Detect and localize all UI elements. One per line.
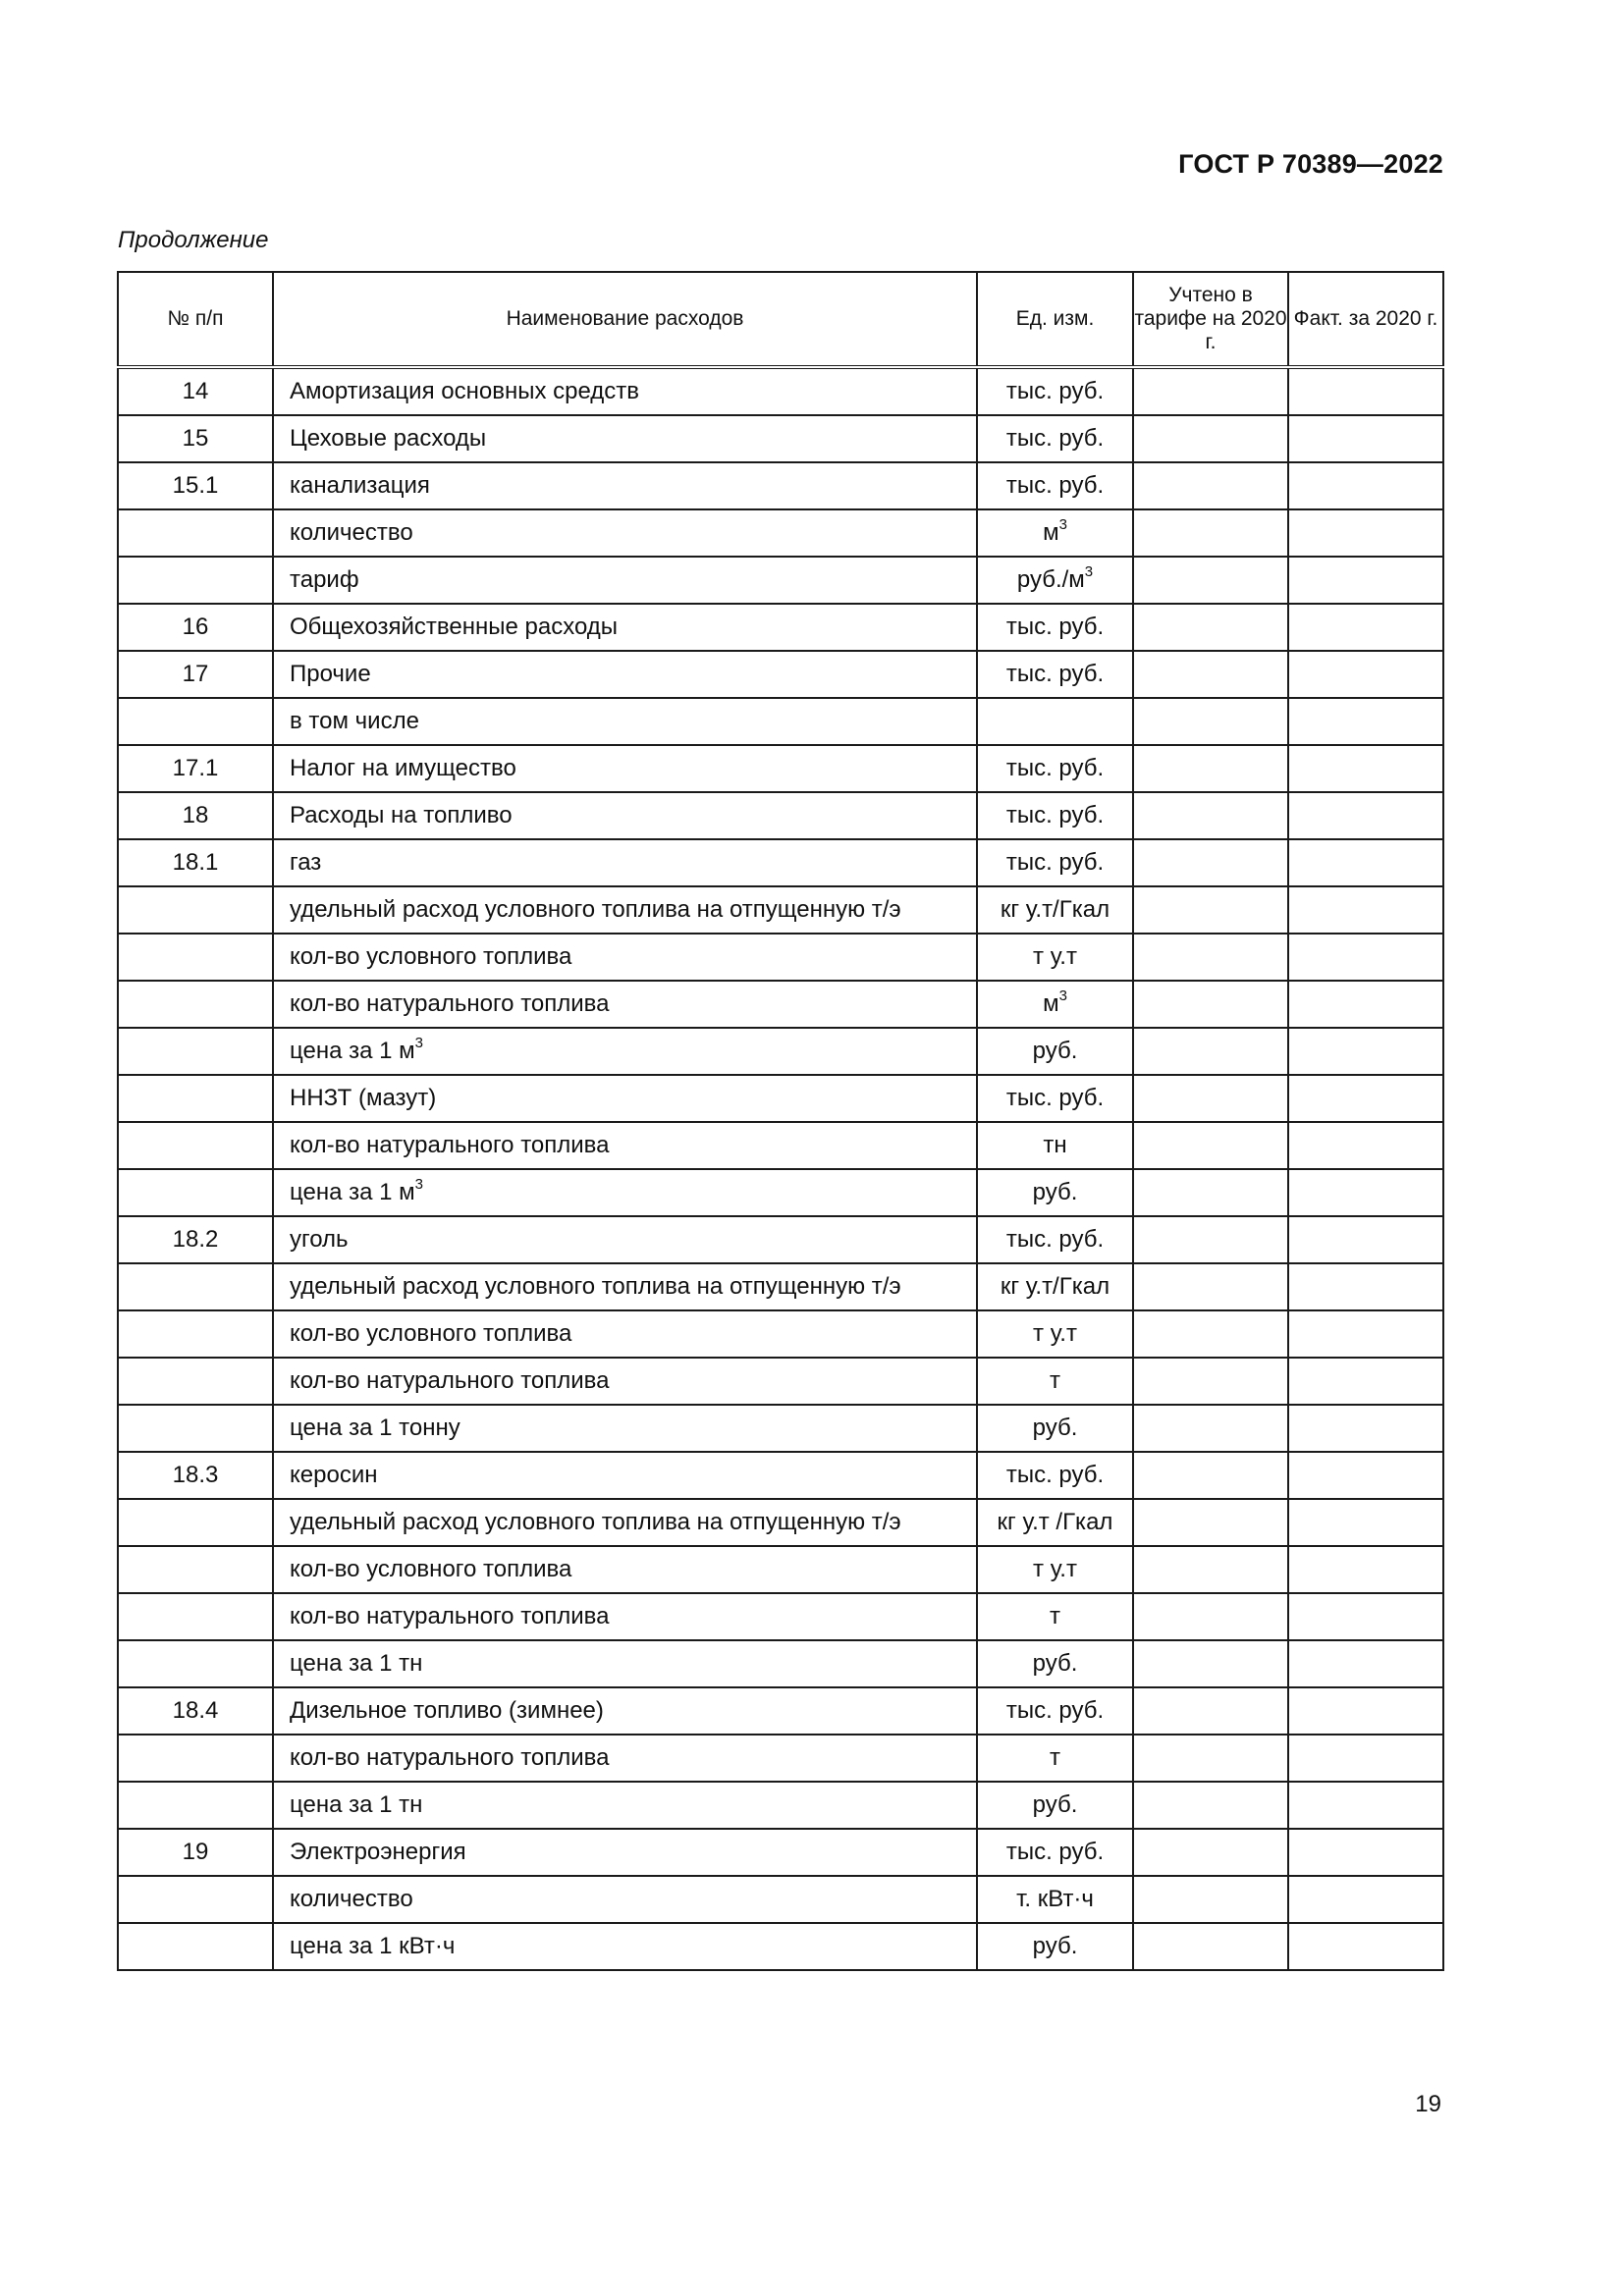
unit-cell — [977, 509, 1133, 557]
planned-2020-cell — [1133, 1640, 1288, 1687]
expense-name-cell-text: ННЗТ (мазут) — [290, 1085, 437, 1111]
expense-name-cell-text: канализация — [290, 472, 430, 499]
actual-2020-cell — [1288, 1829, 1443, 1876]
row-number-cell — [118, 1075, 273, 1122]
expense-name-cell-text: тариф — [290, 566, 359, 593]
table-row — [118, 886, 1443, 934]
expense-name-cell-text: уголь — [290, 1226, 349, 1253]
expense-name-cell-text: количество — [290, 1886, 413, 1912]
planned-2020-cell — [1133, 839, 1288, 886]
actual-2020-cell — [1288, 1923, 1443, 1970]
unit-cell-text: т — [1050, 1603, 1060, 1629]
row-number-cell — [118, 1923, 273, 1970]
table-row — [118, 1923, 1443, 1970]
table-row — [118, 367, 1443, 415]
planned-2020-cell — [1133, 1310, 1288, 1358]
table-row — [118, 1593, 1443, 1640]
expense-name-cell — [273, 1735, 977, 1782]
expense-name-cell-text: удельный расход условного топлива на отпущенную т/э — [290, 1509, 901, 1535]
row-number-cell — [118, 415, 273, 462]
expense-name-cell — [273, 1405, 977, 1452]
unit-cell-text: руб. — [1032, 1791, 1078, 1818]
actual-2020-cell — [1288, 1263, 1443, 1310]
unit-cell-text: тыс. руб. — [1005, 1839, 1105, 1865]
unit-cell-text: т у.т — [1033, 1320, 1077, 1347]
planned-2020-cell — [1133, 509, 1288, 557]
planned-2020-cell — [1133, 1923, 1288, 1970]
planned-2020-cell — [1133, 698, 1288, 745]
table-row — [118, 1452, 1443, 1499]
planned-2020-cell — [1133, 1075, 1288, 1122]
row-number-cell — [118, 1028, 273, 1075]
unit-cell-text: м — [1043, 519, 1059, 546]
table-row — [118, 1216, 1443, 1263]
table-row — [118, 981, 1443, 1028]
actual-2020-cell — [1288, 1876, 1443, 1923]
unit-cell-text: т. кВт·ч — [1016, 1886, 1094, 1912]
planned-2020-cell — [1133, 1169, 1288, 1216]
table-row — [118, 1735, 1443, 1782]
row-number-cell — [118, 1169, 273, 1216]
table-row — [118, 1169, 1443, 1216]
row-number-cell — [118, 792, 273, 839]
actual-2020-cell — [1288, 651, 1443, 698]
table-row — [118, 1028, 1443, 1075]
unit-cell — [977, 1593, 1133, 1640]
unit-cell-text: тыс. руб. — [1005, 849, 1105, 876]
row-number-cell-text: 16 — [182, 614, 209, 640]
column-header-expense-name: Наименование расходов — [273, 272, 977, 367]
unit-cell-text: т — [1050, 1367, 1060, 1394]
expense-name-cell — [273, 1263, 977, 1310]
expense-name-cell — [273, 934, 977, 981]
row-number-cell — [118, 981, 273, 1028]
expense-name-cell-text: Общехозяйственные расходы — [290, 614, 619, 640]
unit-cell — [977, 1169, 1133, 1216]
expense-name-cell — [273, 839, 977, 886]
row-number-cell — [118, 934, 273, 981]
row-number-cell — [118, 1358, 273, 1405]
expense-name-cell-text: цена за 1 тн — [290, 1650, 423, 1677]
planned-2020-cell — [1133, 367, 1288, 415]
row-number-cell — [118, 1405, 273, 1452]
expense-name-cell — [273, 1310, 977, 1358]
row-number-cell-text: 18.1 — [172, 849, 219, 876]
expense-name-cell-text: керосин — [290, 1462, 378, 1488]
expense-name-cell — [273, 1452, 977, 1499]
unit-cell — [977, 557, 1133, 604]
table-row — [118, 934, 1443, 981]
actual-2020-cell — [1288, 1169, 1443, 1216]
expense-name-cell-text: Расходы на топливо — [290, 802, 513, 828]
document-standard-code: ГОСТ Р 70389—2022 — [1178, 149, 1443, 179]
row-number-cell — [118, 1452, 273, 1499]
row-number-cell — [118, 1263, 273, 1310]
unit-cell-text: т у.т — [1033, 943, 1077, 970]
expense-name-cell — [273, 1028, 977, 1075]
row-number-cell — [118, 1310, 273, 1358]
table-row — [118, 1876, 1443, 1923]
row-number-cell — [118, 1546, 273, 1593]
expense-name-cell-text: Амортизация основных средств — [290, 378, 640, 404]
expense-name-cell — [273, 1829, 977, 1876]
planned-2020-cell — [1133, 1593, 1288, 1640]
expense-name-cell — [273, 1075, 977, 1122]
actual-2020-cell — [1288, 557, 1443, 604]
actual-2020-cell — [1288, 1499, 1443, 1546]
unit-cell — [977, 1499, 1133, 1546]
actual-2020-cell — [1288, 509, 1443, 557]
unit-cell-text: руб. — [1032, 1933, 1078, 1959]
actual-2020-cell — [1288, 462, 1443, 509]
row-number-cell — [118, 1216, 273, 1263]
planned-2020-cell — [1133, 981, 1288, 1028]
planned-2020-cell — [1133, 1405, 1288, 1452]
actual-2020-cell — [1288, 604, 1443, 651]
unit-cell — [977, 1735, 1133, 1782]
unit-cell — [977, 934, 1133, 981]
actual-2020-cell — [1288, 839, 1443, 886]
unit-cell-text: руб. — [1032, 1179, 1078, 1205]
unit-cell-text: тыс. руб. — [1005, 378, 1105, 404]
unit-cell — [977, 1405, 1133, 1452]
unit-cell-text: тн — [1043, 1132, 1067, 1158]
unit-cell-text: т — [1050, 1744, 1060, 1771]
unit-cell-text: тыс. руб. — [1005, 755, 1105, 781]
unit-cell — [977, 792, 1133, 839]
planned-2020-cell — [1133, 651, 1288, 698]
unit-cell-superscript: 3 — [1058, 516, 1067, 533]
unit-cell — [977, 462, 1133, 509]
table-row — [118, 1687, 1443, 1735]
column-header-actual-2020: Факт. за 2020 г. — [1288, 272, 1443, 367]
unit-cell-text: кг у.т /Гкал — [997, 1509, 1113, 1535]
table-row — [118, 415, 1443, 462]
planned-2020-cell — [1133, 1452, 1288, 1499]
actual-2020-cell — [1288, 367, 1443, 415]
row-number-cell-text: 19 — [182, 1839, 209, 1865]
actual-2020-cell — [1288, 1122, 1443, 1169]
unit-cell — [977, 886, 1133, 934]
unit-cell — [977, 1028, 1133, 1075]
expense-name-cell — [273, 1593, 977, 1640]
row-number-cell — [118, 462, 273, 509]
unit-cell — [977, 1452, 1133, 1499]
table-header-row — [118, 272, 1443, 367]
planned-2020-cell — [1133, 1263, 1288, 1310]
actual-2020-cell — [1288, 1546, 1443, 1593]
unit-cell-text: руб./м — [1016, 566, 1085, 593]
planned-2020-cell — [1133, 1028, 1288, 1075]
expense-name-cell-text: цена за 1 м — [290, 1038, 415, 1064]
unit-cell-text: тыс. руб. — [1005, 472, 1105, 499]
row-number-cell — [118, 509, 273, 557]
row-number-cell — [118, 1122, 273, 1169]
unit-cell-superscript: 3 — [1058, 988, 1067, 1004]
expense-name-cell — [273, 1216, 977, 1263]
table-row — [118, 1310, 1443, 1358]
column-header-unit: Ед. изм. — [977, 272, 1133, 367]
unit-cell — [977, 839, 1133, 886]
expense-name-cell — [273, 1358, 977, 1405]
actual-2020-cell — [1288, 1358, 1443, 1405]
row-number-cell — [118, 886, 273, 934]
unit-cell — [977, 415, 1133, 462]
unit-cell-text: тыс. руб. — [1005, 1085, 1105, 1111]
unit-cell — [977, 1640, 1133, 1687]
unit-cell — [977, 1358, 1133, 1405]
unit-cell-text: кг у.т/Гкал — [1000, 1273, 1110, 1300]
row-number-cell — [118, 1829, 273, 1876]
table-row — [118, 462, 1443, 509]
planned-2020-cell — [1133, 886, 1288, 934]
expense-name-cell-text: кол-во натурального топлива — [290, 1744, 610, 1771]
actual-2020-cell — [1288, 1782, 1443, 1829]
row-number-cell-text: 15.1 — [172, 472, 219, 499]
expense-name-cell — [273, 1122, 977, 1169]
unit-cell-text: руб. — [1032, 1415, 1078, 1441]
row-number-cell — [118, 745, 273, 792]
actual-2020-cell — [1288, 934, 1443, 981]
table-row — [118, 1499, 1443, 1546]
unit-cell — [977, 1687, 1133, 1735]
expense-name-cell-superscript: 3 — [414, 1035, 423, 1051]
actual-2020-cell — [1288, 792, 1443, 839]
planned-2020-cell — [1133, 604, 1288, 651]
unit-cell — [977, 1782, 1133, 1829]
planned-2020-cell — [1133, 1782, 1288, 1829]
row-number-cell — [118, 1593, 273, 1640]
page-number: 19 — [1415, 2091, 1441, 2117]
table-row — [118, 1546, 1443, 1593]
planned-2020-cell — [1133, 1122, 1288, 1169]
expense-name-cell-text: кол-во условного топлива — [290, 943, 572, 970]
actual-2020-cell — [1288, 1640, 1443, 1687]
row-number-cell-text: 17.1 — [172, 755, 219, 781]
row-number-cell-text: 18.4 — [172, 1697, 219, 1724]
unit-cell — [977, 698, 1133, 745]
expense-name-cell — [273, 651, 977, 698]
expense-name-cell — [273, 1923, 977, 1970]
row-number-cell — [118, 1876, 273, 1923]
row-number-cell-text: 14 — [182, 378, 209, 404]
row-number-cell — [118, 1499, 273, 1546]
actual-2020-cell — [1288, 1310, 1443, 1358]
row-number-cell — [118, 367, 273, 415]
actual-2020-cell — [1288, 1216, 1443, 1263]
table-row — [118, 698, 1443, 745]
unit-cell — [977, 1075, 1133, 1122]
actual-2020-cell — [1288, 981, 1443, 1028]
table-row — [118, 839, 1443, 886]
table-row — [118, 1263, 1443, 1310]
expense-name-cell-superscript: 3 — [414, 1176, 423, 1193]
expense-name-cell-text: Прочие — [290, 661, 371, 687]
unit-cell — [977, 981, 1133, 1028]
unit-cell — [977, 1923, 1133, 1970]
row-number-cell — [118, 1687, 273, 1735]
actual-2020-cell — [1288, 1593, 1443, 1640]
actual-2020-cell — [1288, 1687, 1443, 1735]
unit-cell — [977, 1546, 1133, 1593]
expense-name-cell — [273, 415, 977, 462]
expense-name-cell-text: цена за 1 тонну — [290, 1415, 460, 1441]
continuation-label: Продолжение — [118, 227, 269, 253]
planned-2020-cell — [1133, 934, 1288, 981]
actual-2020-cell — [1288, 1075, 1443, 1122]
planned-2020-cell — [1133, 1499, 1288, 1546]
table-row — [118, 1782, 1443, 1829]
row-number-cell — [118, 698, 273, 745]
unit-cell — [977, 1829, 1133, 1876]
actual-2020-cell — [1288, 698, 1443, 745]
actual-2020-cell — [1288, 1028, 1443, 1075]
table-row — [118, 1405, 1443, 1452]
planned-2020-cell — [1133, 745, 1288, 792]
unit-cell-text: тыс. руб. — [1005, 1697, 1105, 1724]
row-number-cell-text: 18.3 — [172, 1462, 219, 1488]
unit-cell-superscript: 3 — [1084, 563, 1094, 580]
planned-2020-cell — [1133, 415, 1288, 462]
table-row — [118, 651, 1443, 698]
row-number-cell — [118, 1640, 273, 1687]
expense-name-cell — [273, 1782, 977, 1829]
row-number-cell — [118, 1735, 273, 1782]
planned-2020-cell — [1133, 1829, 1288, 1876]
row-number-cell — [118, 839, 273, 886]
column-header-number: № п/п — [118, 272, 273, 367]
planned-2020-cell — [1133, 1687, 1288, 1735]
planned-2020-cell — [1133, 462, 1288, 509]
unit-cell-text: тыс. руб. — [1005, 661, 1105, 687]
unit-cell — [977, 745, 1133, 792]
table-row — [118, 604, 1443, 651]
unit-cell-text: руб. — [1032, 1650, 1078, 1677]
table-row — [118, 557, 1443, 604]
expense-name-cell-text: удельный расход условного топлива на отпущенную т/э — [290, 896, 901, 923]
expense-name-cell — [273, 698, 977, 745]
expense-name-cell — [273, 745, 977, 792]
unit-cell-text: тыс. руб. — [1005, 1226, 1105, 1253]
unit-cell-text: тыс. руб. — [1005, 614, 1105, 640]
unit-cell-text: кг у.т/Гкал — [1000, 896, 1110, 923]
expense-name-cell — [273, 981, 977, 1028]
actual-2020-cell — [1288, 1452, 1443, 1499]
actual-2020-cell — [1288, 1735, 1443, 1782]
expenses-table — [117, 271, 1444, 1971]
column-header-planned-2020: Учтено в тарифе на 2020 г. — [1133, 272, 1288, 367]
expense-name-cell-text: Дизельное топливо (зимнее) — [290, 1697, 604, 1724]
planned-2020-cell — [1133, 1216, 1288, 1263]
expense-name-cell-text: Электроэнергия — [290, 1839, 466, 1865]
expense-name-cell-text: кол-во натурального топлива — [290, 1132, 610, 1158]
row-number-cell — [118, 604, 273, 651]
unit-cell-text: м — [1043, 990, 1059, 1017]
unit-cell-text: т у.т — [1033, 1556, 1077, 1582]
expense-name-cell — [273, 792, 977, 839]
expense-name-cell — [273, 509, 977, 557]
expense-name-cell-text: Налог на имущество — [290, 755, 516, 781]
expense-name-cell — [273, 604, 977, 651]
expense-name-cell — [273, 1640, 977, 1687]
actual-2020-cell — [1288, 415, 1443, 462]
row-number-cell-text: 18 — [182, 802, 209, 828]
expense-name-cell-text: цена за 1 тн — [290, 1791, 423, 1818]
expense-name-cell-text: кол-во условного топлива — [290, 1556, 572, 1582]
unit-cell-text: тыс. руб. — [1005, 1462, 1105, 1488]
expense-name-cell — [273, 1169, 977, 1216]
actual-2020-cell — [1288, 745, 1443, 792]
row-number-cell-text: 17 — [182, 661, 209, 687]
expense-name-cell — [273, 1687, 977, 1735]
unit-cell — [977, 651, 1133, 698]
expense-name-cell-text: количество — [290, 519, 413, 546]
expense-name-cell-text: Цеховые расходы — [290, 425, 487, 452]
expense-name-cell-text: цена за 1 кВт·ч — [290, 1933, 456, 1959]
actual-2020-cell — [1288, 1405, 1443, 1452]
row-number-cell — [118, 1782, 273, 1829]
table-row — [118, 1358, 1443, 1405]
expense-name-cell — [273, 1546, 977, 1593]
expense-name-cell-text: кол-во натурального топлива — [290, 990, 610, 1017]
planned-2020-cell — [1133, 1876, 1288, 1923]
table-row — [118, 1122, 1443, 1169]
planned-2020-cell — [1133, 792, 1288, 839]
expense-name-cell-text: кол-во натурального топлива — [290, 1367, 610, 1394]
planned-2020-cell — [1133, 1546, 1288, 1593]
unit-cell — [977, 1310, 1133, 1358]
unit-cell — [977, 1122, 1133, 1169]
expense-name-cell-text: в том числе — [290, 708, 419, 734]
unit-cell-text: тыс. руб. — [1005, 425, 1105, 452]
unit-cell — [977, 604, 1133, 651]
table-body — [118, 367, 1443, 1970]
unit-cell-text: руб. — [1032, 1038, 1078, 1064]
expense-name-cell — [273, 1876, 977, 1923]
row-number-cell-text: 15 — [182, 425, 209, 452]
expense-name-cell-text: газ — [290, 849, 322, 876]
table-row — [118, 745, 1443, 792]
expense-name-cell — [273, 462, 977, 509]
expense-name-cell-text: цена за 1 м — [290, 1179, 415, 1205]
table-row — [118, 792, 1443, 839]
unit-cell — [977, 367, 1133, 415]
actual-2020-cell — [1288, 886, 1443, 934]
row-number-cell — [118, 651, 273, 698]
expense-name-cell — [273, 557, 977, 604]
table-row — [118, 1829, 1443, 1876]
unit-cell-text: тыс. руб. — [1005, 802, 1105, 828]
expense-name-cell — [273, 367, 977, 415]
unit-cell — [977, 1263, 1133, 1310]
unit-cell — [977, 1216, 1133, 1263]
expense-name-cell-text: кол-во условного топлива — [290, 1320, 572, 1347]
expense-name-cell-text: кол-во натурального топлива — [290, 1603, 610, 1629]
row-number-cell-text: 18.2 — [172, 1226, 219, 1253]
unit-cell — [977, 1876, 1133, 1923]
table-row — [118, 509, 1443, 557]
expense-name-cell-text: удельный расход условного топлива на отпущенную т/э — [290, 1273, 901, 1300]
planned-2020-cell — [1133, 1358, 1288, 1405]
expense-name-cell — [273, 1499, 977, 1546]
table-row — [118, 1075, 1443, 1122]
expense-name-cell — [273, 886, 977, 934]
table-row — [118, 1640, 1443, 1687]
planned-2020-cell — [1133, 1735, 1288, 1782]
row-number-cell — [118, 557, 273, 604]
planned-2020-cell — [1133, 557, 1288, 604]
